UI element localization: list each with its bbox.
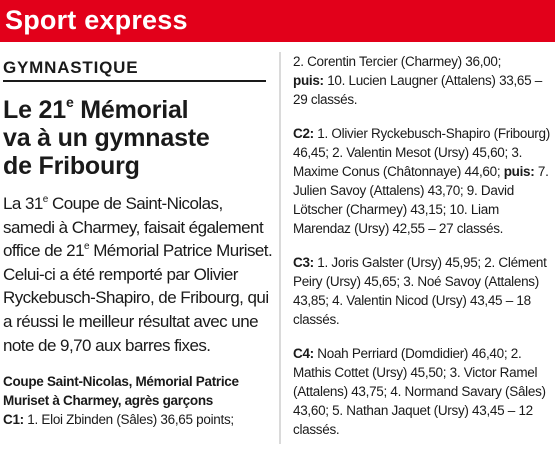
- rubric-label: GYMNASTIQUE: [3, 57, 266, 82]
- category-label: C1:: [3, 412, 24, 428]
- lead-superscript: e: [84, 241, 90, 253]
- category-label: C3:: [293, 255, 314, 270]
- lead-text: Mémorial Patrice Muriset. Celui-ci a été remporté par Olivier Ryckebusch-Shapiro, de Fribourg, qui a réussi le meilleur résultat avec une note de 9,70 aux barres fixes.: [3, 241, 273, 355]
- category-label: C4:: [293, 346, 314, 361]
- headline-text: va à un gymnaste: [3, 124, 210, 152]
- headline-superscript: e: [65, 94, 74, 110]
- result-c1: [3, 410, 277, 429]
- result-text: 1. Olivier Ryckebusch-Shapiro (Fribourg) 46,45; 2. Valentin Mesot (Ursy) 45,60; 3. Maxime Conus (Châtonnaye) 44,60;: [293, 126, 550, 179]
- category-label: C2:: [293, 126, 314, 141]
- article-lead: [3, 192, 273, 357]
- lead-text: La 31: [3, 194, 43, 213]
- lead-text: Coupe de Saint-Nicolas, samedi à Charmey, faisait également office de 21: [3, 194, 264, 261]
- result-c2: [293, 124, 551, 238]
- result-c3: [293, 253, 551, 329]
- lead-superscript: e: [42, 194, 48, 205]
- results-heading: Coupe Saint-Nicolas, Mémorial Patrice Muriset à Charmey, agrès garçons: [3, 374, 239, 409]
- result-text: 2. Corentin Tercier (Charmey) 36,00;: [293, 54, 502, 69]
- result-text: 7. Julien Savoy (Attalens) 43,70; 9. David Lötscher (Charmey) 43,15; 10. Liam Marendaz (Ursy) 42,55 – 27 classés.: [293, 164, 549, 236]
- left-column: [0, 52, 280, 429]
- result-text: 1. Eloi Zbinden (Sâles) 36,65 points;: [23, 412, 234, 428]
- article-headline: [3, 96, 280, 180]
- section-title: Sport express: [5, 5, 188, 35]
- headline-text: de Fribourg: [3, 152, 140, 180]
- puis-label: puis:: [503, 164, 535, 179]
- section-banner: [0, 0, 555, 42]
- result-c4: [293, 344, 551, 439]
- headline-text: Le 21: [3, 96, 66, 124]
- right-column: [293, 52, 555, 439]
- headline-text: Mémorial: [73, 96, 189, 124]
- result-text: 10. Lucien Laugner (Attalens) 33,65 – 29 classés.: [293, 73, 543, 107]
- puis-label: puis:: [293, 73, 324, 88]
- result-c1-continued: [293, 52, 551, 109]
- result-text: Noah Perriard (Domdidier) 46,40; 2. Mathis Cottet (Ursy) 45,50; 3. Victor Ramel (Attalens) 43,75; 4. Normand Savary (Sâles) 43,60; 5. Nathan Jaquet (Ursy) 43,45 – 12 classés.: [293, 346, 546, 437]
- result-text: 1. Joris Galster (Ursy) 45,95; 2. Clément Peiry (Ursy) 45,65; 3. Noé Savoy (Attalens) 43,85; 4. Valentin Nicod (Ursy) 43,45 – 18 classés.: [293, 255, 547, 327]
